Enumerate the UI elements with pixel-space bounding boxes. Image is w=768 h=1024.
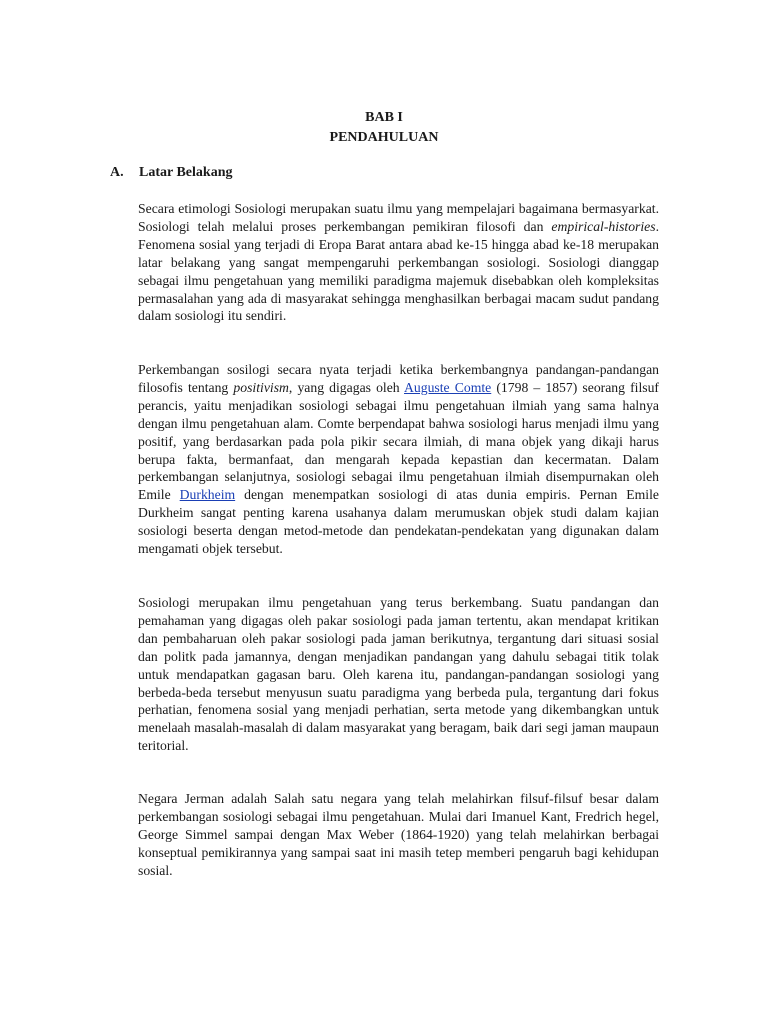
paragraph-text: Secara etimologi Sosiologi merupakan suatu ilmu yang mempelajari bagaimana bermasyarkat. Sosiologi telah melalui proses perkembangan pemikiran filosofi dan (138, 201, 659, 234)
section-title: Latar Belakang (139, 165, 233, 180)
paragraph (138, 200, 659, 325)
italic-term: empirical-histories (551, 218, 656, 234)
chapter-number: BAB I (365, 110, 403, 125)
paragraph-text: (1798 – 1857) seorang filsuf perancis, yaitu menjadikan sosiologi sebagai ilmu pengetahuan ilmiah yang sama halnya dengan ilmu pengetahuan alam. Comte berpendapat bahwa sosiologi harus menjadi ilmu yang positif, yang berdasarkan pada pola pikir secara ilmiah, di mana objek yang dikaji harus berupa fakta, bermanfaat, dan mengarah kepada kepastian dan kecermatan. Dalam perkembangan selanjutnya, sosiologi sebagai ilmu pengetahuan ilmiah disempurnakan oleh Emile (138, 379, 659, 503)
italic-term: positivism (233, 379, 289, 395)
paragraph-text: , yang digagas oleh (288, 379, 405, 395)
chapter-title: PENDAHULUAN (329, 130, 439, 145)
paragraph-text: Perkembangan sosilogi secara nyata terjadi ketika berkembangnya pandangan-pandangan filosofis tentang (138, 362, 659, 395)
paragraph-text: Sosiologi merupakan ilmu pengetahuan yang terus berkembang. Suatu pandangan dan pemahaman yang digagas oleh pakar sosiologi pada jaman tertentu, akan mendapat kritikan dan pembaharuan oleh pakar sosiologi pada jaman berikutnya, tergantung dari situasi sosial dan politk pada jamannya, dengan menjadikan pandangan yang dahulu sebagai titik tolak untuk mendapatkan gagasan baru. Oleh karena itu, pandangan-pandangan sosiologi yang berbeda-beda tersebut menyusun suatu paradigma yang berbeda pula, tergantung dari fokus perhatian, fenomena sosial yang menjadi perhatian, serta metode yang dikembangkan untuk menelaah masalah-masalah di dalam masyarakat yang beragam, baik dari segi jaman maupaun teritorial. (138, 595, 659, 754)
paragraph-text: . Fenomena sosial yang terjadi di Eropa Barat antara abad ke-15 hingga abad ke-18 merupakan latar belakang yang sangat mempengaruhi perkembangan sosiologi. Sosiologi dianggap sebagai ilmu pengetahuan yang memiliki paradigma majemuk disebabkan oleh kompleksitas permasalahan yang ada di masyarakat sehingga menghasilkan berbagai macam sudut pandang dalam sosiologi itu sendiri. (138, 218, 659, 324)
section-number: A. (110, 165, 124, 180)
paragraph-text: dengan menempatkan sosiologi di atas dunia empiris. Pernan Emile Durkheim sangat penting karena usahanya dalam merumuskan objek studi dalam kajian sosiologi beserta dengan metod-metode dan pendekatan-pendekatan yang digunakan dalam mengamati objek tersebut. (138, 487, 659, 557)
auguste-comte-link[interactable]: Auguste Comte (404, 379, 492, 395)
paragraph (138, 361, 659, 558)
paragraph-text: Negara Jerman adalah Salah satu negara yang telah melahirkan filsuf-filsuf besar dalam perkembangan sosiologi sebagai ilmu pengetahuan. Mulai dari Imanuel Kant, Fredrich hegel, George Simmel sampai dengan Max Weber (1864-1920) yang telah melahirkan berbagai konseptual pemikirannya yang sampai saat ini masih tetep memberi pengaruh bagi kehidupan sosial. (138, 791, 659, 878)
section-heading (110, 163, 232, 183)
durkheim-link[interactable]: Durkheim (179, 487, 236, 503)
paragraph (138, 594, 659, 755)
paragraph (138, 790, 659, 880)
